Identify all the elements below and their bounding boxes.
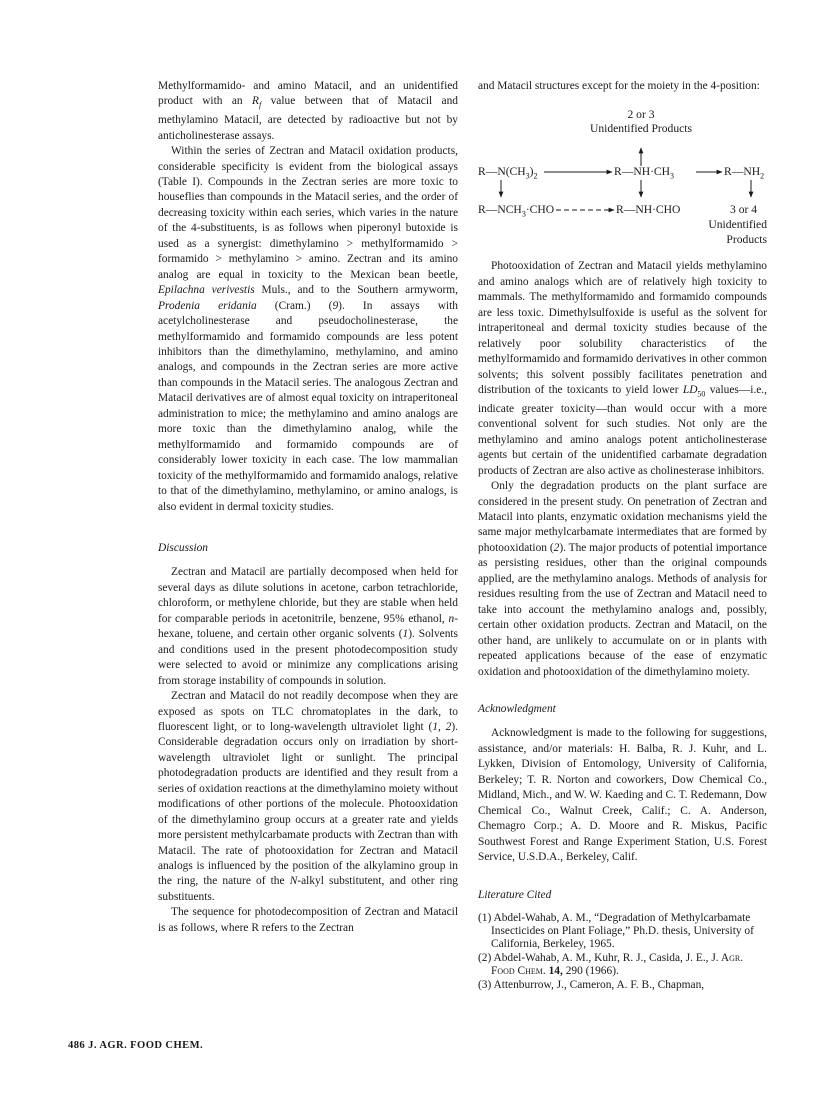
paragraph: The sequence for photodecomposition of Zectran and Matacil is as follows, where R refers to the Zectran [158,906,458,934]
compound-dimethylamino: $R—N(CH_3)_2$ [478,165,538,181]
scheme-label: Unidentified Products [589,122,693,136]
section-heading-literature: Literature Cited [478,888,552,901]
reaction-scheme [478,98,767,259]
compound-methylformamido: $R—NCH_3\cdot CHO$ [478,203,555,219]
compound-methylamino: $R—NH\cdot CH_3$ [614,165,675,181]
paragraph: and Matacil structures except for the moiety in the 4-position: [478,80,760,92]
scheme-label: Products [726,233,767,247]
acknowledgment-text: Acknowledgment is made to the following for suggestions, assistance, and/or materials: H. Balba, R. J. Kuhr, and L. Lykken, Division of Entomology, University of California, Berkeley; T. R. Norton and coworkers, Dow Chemical Co., Midland, Mich., and W. W. Kaeding and C. T. Redemann, Dow Chemical Co., Walnut Creek, Calif.; C. A. Anderson, Chemagro Corp.; A. D. Moore and R. Miskus, Pacific Southwest Forest and Range Experiment Station, U.S. Forest Service, U.S.D.A., Berkeley, Calif. [478,727,767,864]
compound-formamido: R—NH·CHO [616,203,681,217]
paragraph: Within the series of Zectran and Matacil oxidation products, considerable specificity is evident from the biological assays (Table I). Compounds in the Zectran series are more toxic to houseflies than compounds in the Matacil series, and the order of decreasing toxicity within each series, which varies in the nature of the 4-substituents, is as follows when piperonyl butoxide is used as a synergist: dimethylamino > methylformamido > formamido > methylamino > amino. Zectran and its amino analog are equal in toxicity to the Mexican bean beetle, Epilachna verivestis Muls., and to the Southern armyworm, Prodenia eridania (Cram.) (9). In assays with acetylcholinesterase and pseudocholinesterase, the methylformamido and formamido compounds are less potent inhibitors than the dimethylamino, methylamino, and amino analogs, and compounds in the Zectran series are more active than compounds in the Matacil series. The analogous Zectran and Matacil derivatives are of almost equal toxicity on intraperitoneal administration to mice; the methylamino and amino analogs are more toxic than the dimethylamino analog, while the methylformamido and formamido compounds are of considerably lower toxicity in each case. The low mammalian toxicity of the methylformamido and formamido analogs, relative to that of the dimethylamino, methylamino, or amino analogs, is also evident in dermal toxicity studies. [158,145,458,513]
paragraph: Photooxidation of Zectran and Matacil yields methylamino and amino analogs which are of relatively high toxicity to mammals. The methylformamido and formamido compounds are less toxic. Dimethylsulfoxide is useful as the solvent for intraperitoneal and dermal toxicity studies because of the relatively poor solubility characteristics of the methylformamido and formamido derivatives in other common solvents; this solvent possibly facilitates penetration and distribution of the toxicants to yield lower $LD_{50}$ values—i.e., indicate greater toxicity—than would occur with a more conventional solvent for such studies. Not only are the methylamino and amino analogs potent anticholinesterase agents but certain of the unidentified carbamate degradation products of Zectran are also active as cholinesterase inhibitors. [478,260,767,477]
paragraph: Only the degradation products on the plant surface are considered in the present study. On penetration of Zectran and Matacil into plants, enzymatic oxidation mechanisms yield the same major methylcarbamate intermediates that are formed by photooxidation (2). The major products of potential importance as persisting residues, other than the original compounds applied, are the methylamino analogs. Methods of analysis for residues resulting from the use of Zectran and Matacil need to take into account the methylamino analogs and, possibly, certain other oxidation products. Zectran and Matacil, on the other hand, are unlikely to accumulate on or in plants with repeated applications because of the ease of enzymatic oxidation and photooxidation of the dimethylamino moiety. [478,480,767,678]
paragraph: Zectran and Matacil are partially decomposed when held for several days as dilute solutions in acetone, carbon tetrachloride, chloroform, or methylene chloride, but they are stable when held for comparable periods in acetonitrile, benzene, 95% ethanol, n-hexane, toluene, and certain other organic solvents (1). Solvents and conditions used in the present photodecomposition study were selected to avoid or minimize any complications arising from storage instability of compounds in solution. [158,566,458,687]
section-heading-discussion: Discussion [158,541,208,554]
scheme-label: Unidentified [708,218,767,232]
reference-item: (3) Attenburrow, J., Cameron, A. F. B., Chapman, [478,979,705,992]
section-heading-acknowledgment: Acknowledgment [478,702,556,715]
scheme-label: 3 or 4 [730,203,758,217]
right-column [478,79,767,993]
reference-item: (1) Abdel-Wahab, A. M., “Degradation of Methylcarbamate Insecticides on Plant Foliage,” Ph.D. thesis, University of California, Berkeley, 1965. [478,911,754,951]
left-column [158,79,458,936]
compound-amino: $R—NH_2$ [724,165,765,181]
paragraph: Methylformamido- and amino Matacil, and an unidentified product with an $R_f$ value between that of Matacil and methylamino Matacil, are detected by radioactive but not by anticholinesterase assays. [158,80,459,142]
scheme-label: 2 or 3 [627,108,655,122]
page-footer: 486 J. AGR. FOOD CHEM. [68,1040,204,1051]
paragraph: Zectran and Matacil do not readily decompose when they are exposed as spots on TLC chromatoplates in the dark, to fluorescent light, or to long-wavelength ultraviolet light (1, 2). Considerable degradation occurs only on irradiation by short-wavelength ultraviolet light or sunlight. The principal photodegradation products are identified and they result from a series of oxidation reactions at the dimethylamino moiety without modifications of other portions of the molecule. Photooxidation of the dimethylamino group occurs at a greater rate and yields more persistent methylcarbamate products with Zectran than with Matacil. The rate of photooxidation for Zectran and Matacil analogs is influenced by the position of the alkylamino group in the ring, the nature of the N-alkyl substitutent, and other ring substituents. [158,690,459,903]
reference-item: (2) Abdel-Wahab, A. M., Kuhr, R. J., Casida, J. E., J. Agr. Food Chem. 14, 290 (1966). [478,952,744,978]
